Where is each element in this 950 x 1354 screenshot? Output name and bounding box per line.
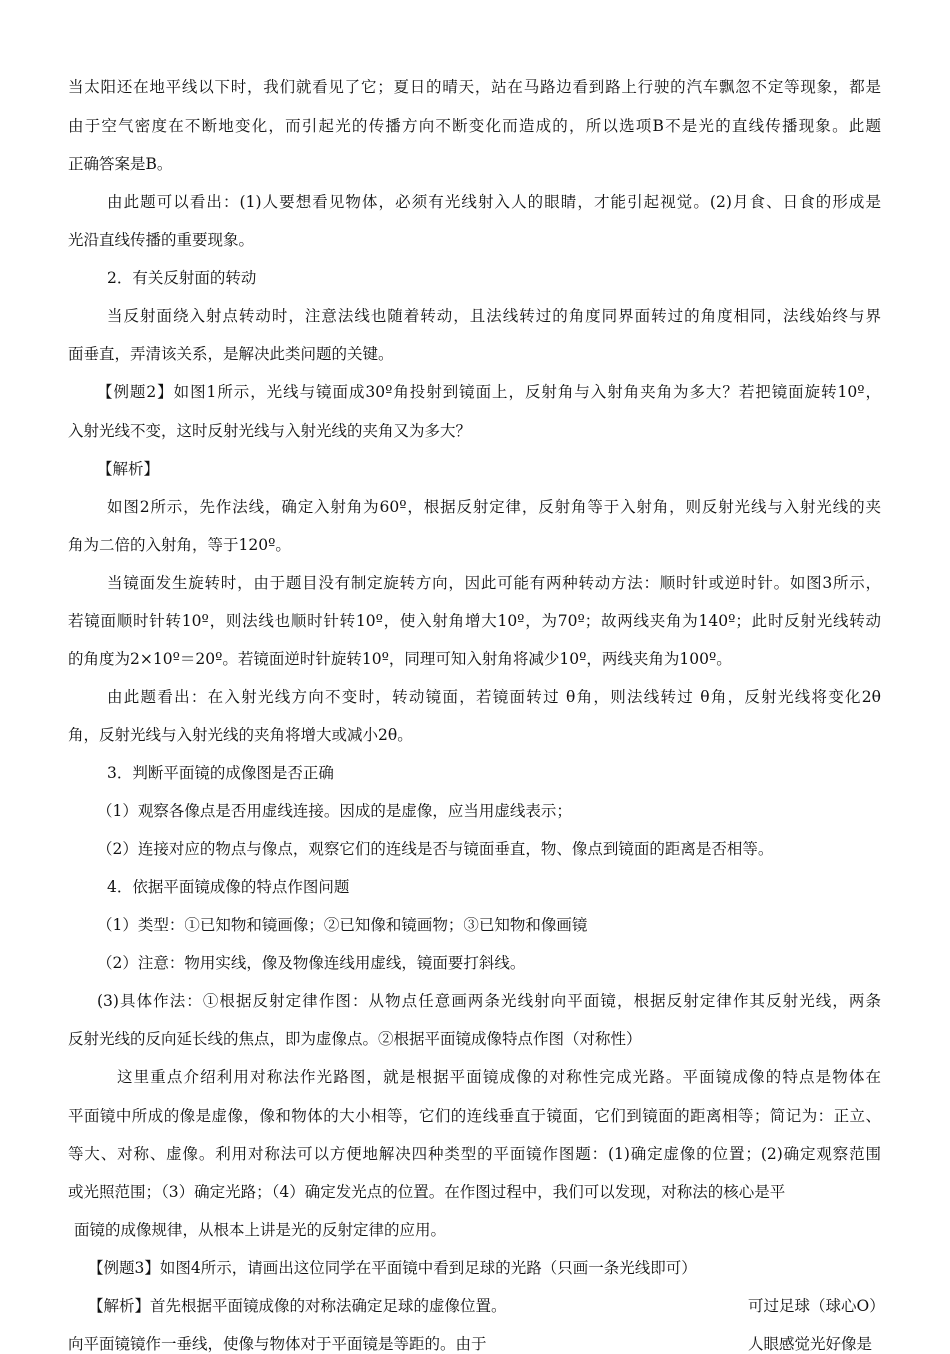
text-line: 当反射面绕入射点转动时，注意法线也随着转动，且法线转过的角度同界面转过的角度相同，法线始终与界 [107,307,881,325]
text-line: 面镜的成像规律，从根本上讲是光的反射定律的应用。 [74,1221,447,1239]
analysis-label: 【解析】 [97,460,160,478]
text-line: 角为二倍的入射角，等于120º。 [68,536,291,554]
text-line: 若镜面顺时针转10º，则法线也顺时针转10º，使入射角增大10º，为70º；故两线夹角为140º；此时反射光线转动 [68,612,881,630]
section-heading: 3．判断平面镜的成像图是否正确 [107,764,334,782]
text-line: 光沿直线传播的重要现象。 [68,231,255,249]
text-line: 等大、对称、虚像。利用对称法可以方便地解决四种类型的平面镜作图题：(1)确定虚像的位置；(2)确定观察范围 [68,1145,881,1163]
text-line: 当太阳还在地平线以下时，我们就看见了它；夏日的晴天，站在马路边看到路上行驶的汽车飘忽不定等现象，都是 [68,78,881,96]
right-column-text: 可过足球（球心O） [748,1297,885,1315]
analysis-line: 【解析】首先根据平面镜成像的对称法确定足球的虚像位置。 [88,1297,507,1315]
text-line: 平面镜中所成的像是虚像，像和物体的大小相等，它们的连线垂直于镜面，它们到镜面的距离相等；简记为：正立、 [68,1107,881,1125]
text-line: （2）连接对应的物点与像点，观察它们的连线是否与镜面垂直，物、像点到镜面的距离是否相等。 [97,840,774,858]
text-line: 由于空气密度在不断地变化，而引起光的传播方向不断变化而造成的，所以选项B不是光的直线传播现象。此题 [68,117,881,135]
section-heading: 4．依据平面镜成像的特点作图问题 [107,878,350,896]
text-line: 正确答案是B。 [68,155,173,173]
section-heading: 2．有关反射面的转动 [107,269,257,287]
text-line: 的角度为2×10º＝20º。若镜面逆时针旋转10º，同理可知入射角将减少10º，两线夹角为100º。 [68,650,732,668]
text-line: 由此题看出：在入射光线方向不变时，转动镜面，若镜面转过 θ角，则法线转过 θ角，反射光线将变化2θ [107,688,881,706]
text-line: 面垂直，弄清该关系，是解决此类问题的关键。 [68,345,394,363]
text-line: 当镜面发生旋转时，由于题目没有制定旋转方向，因此可能有两种转动方法：顺时针或逆时针。如图3所示， [107,574,881,592]
text-line: 由此题可以看出：(1)人要想看见物体，必须有光线射入人的眼睛，才能引起视觉。(2)月食、日食的形成是 [107,193,881,211]
text-line: （1）观察各像点是否用虚线连接。因成的是虚像，应当用虚线表示； [97,802,572,820]
example-line: 【例题3】如图4所示，请画出这位同学在平面镜中看到足球的光路（只画一条光线即可） [88,1259,697,1277]
text-line: 这里重点介绍利用对称法作光路图，就是根据平面镜成像的对称性完成光路。平面镜成像的特点是物体在 [117,1068,881,1086]
text-line: （1）类型：①已知物和镜画像；②已知像和镜画物；③已知物和像画镜 [97,916,588,934]
text-line: 角，反射光线与入射光线的夹角将增大或减小2θ。 [68,726,413,744]
text-line: 或光照范围；（3）确定光路；（4）确定发光点的位置。在作图过程中，我们可以发现，对称法的核心是平 [68,1183,786,1201]
text-line: 如图2所示，先作法线，确定入射角为60º，根据反射定律，反射角等于入射角，则反射光线与入射光线的夹 [107,498,881,516]
text-line: （2）注意：物用实线，像及物像连线用虚线，镜面要打斜线。 [97,954,526,972]
example-line: 【例题2】如图1所示，光线与镜面成30º角投射到镜面上，反射角与入射角夹角为多大？若把镜面旋转10º， [97,383,881,401]
text-line: (3)具体作法：①根据反射定律作图：从物点任意画两条光线射向平面镜，根据反射定律作其反射光线，两条 [97,992,881,1010]
text-line: 入射光线不变，这时反射光线与入射光线的夹角又为多大？ [68,422,472,440]
text-line: 反射光线的反向延长线的焦点，即为虚像点。②根据平面镜成像特点作图（对称性） [68,1030,642,1048]
text-line: 向平面镜镜作一垂线，使像与物体对于平面镜是等距的。由于 [68,1335,487,1353]
right-column-text: 人眼感觉光好像是 [748,1335,873,1353]
